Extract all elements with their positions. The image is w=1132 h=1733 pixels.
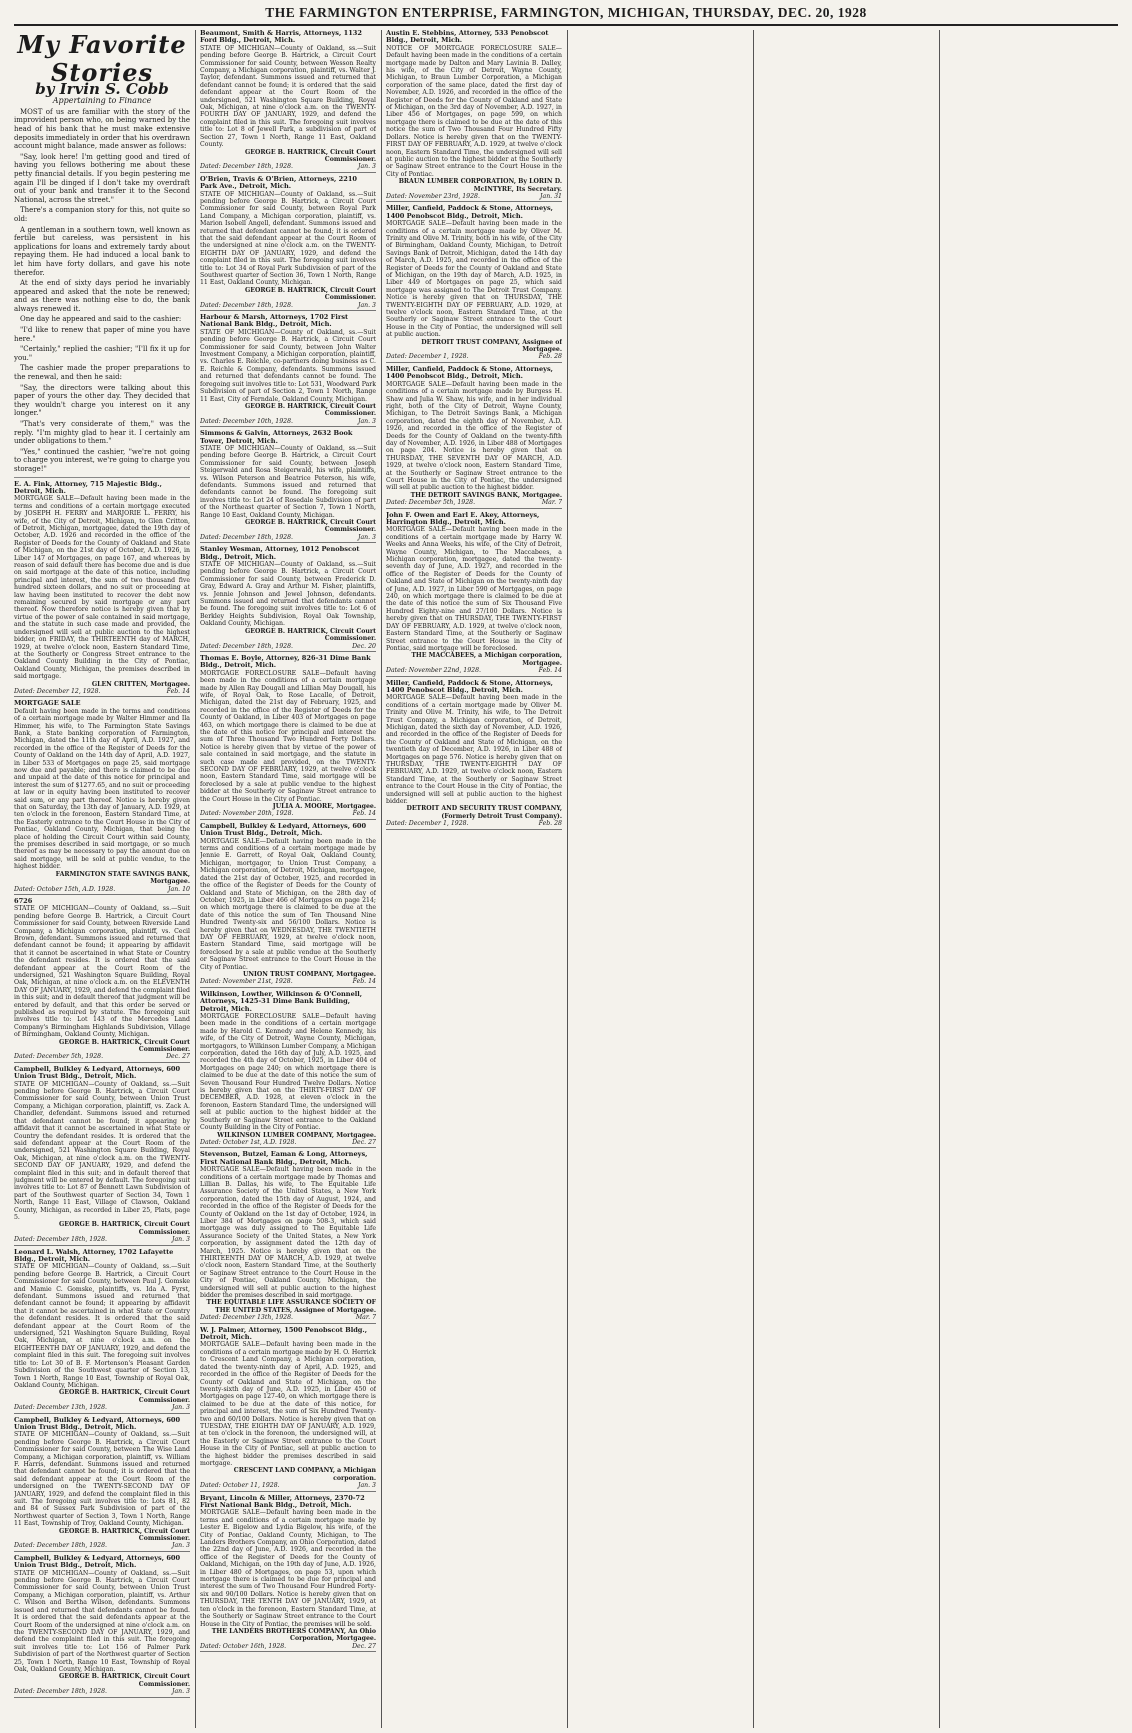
notice-footer — [386, 667, 562, 676]
notice-footer — [14, 688, 190, 697]
notice-heading: Wilkinson, Lowther, Wilkinson & O'Connell, Attorneys, 1425-31 Dime Bank Building, Detroit, Mich. — [200, 989, 363, 1013]
notice-body: MORTGAGE SALE—Default having been made in the conditions of a certain mortgage made by H. O. Herrick to Crescent Land Company, a Michigan corporation, dated the twenty-ninth day of April, A.D. 1925, and recorded in the office of the Register of Deeds for the County of Oakland and State of Michigan, on the twenty-sixth day of June, A.D. 1925, in Liber 450 of Mortgages on page 127-40, on which mortgage there is claimed to be due at the date of this notice, for principal and interest, the sum of Six Hundred Twenty-two and 60/100 Dollars. Notice is hereby given that on TUESDAY, THE EIGHTH DAY OF JANUARY, A.D. 1929, at ten o'clock in the forenoon, the undersigned will, at the Easterly or Saginaw Street entrance to the Court House in the City of Pontiac, sell at public auction to the highest bidder the premises described in said mortgage. — [200, 1341, 376, 1467]
legal-notice — [200, 823, 376, 988]
notice-footer — [200, 163, 376, 172]
feature-paragraph: "Say, look here! I'm getting good and tired of having you fellows bothering me about these petty financial details. If you begin pestering me again I'll be dinged if I don't take my overdraft out of your bank and transfer it to the Second National, across the street." — [14, 152, 190, 204]
notice-signature: GEORGE B. HARTRICK, Circuit Court Commissioner. — [59, 1673, 190, 1688]
notice-run-until: Feb. 14 — [166, 687, 190, 695]
notice-run-until: Jan. 3 — [357, 417, 376, 425]
feature-paragraph: "I'd like to renew that paper of mine you have here." — [14, 326, 190, 343]
notice-signature: FARMINGTON STATE SAVINGS BANK, Mortgagee. — [55, 870, 190, 886]
notice-heading: Stanley Wesman, Attorney, 1012 Penobscot Bldg., Detroit, Mich. — [200, 545, 360, 561]
notice-heading: Austin E. Stebbins, Attorney, 533 Penobscot Bldg., Detroit, Mich. — [386, 30, 549, 45]
notice-date: Dated: December 18th, 1928. — [200, 533, 293, 541]
column-rule — [939, 30, 940, 1728]
legal-notice — [200, 1151, 376, 1323]
notice-date: Dated: November 20th, 1928. — [200, 810, 294, 818]
notice-run-until: Feb. 14 — [538, 667, 562, 675]
notice-heading: John F. Owen and Earl E. Akey, Attorneys, Harrington Bldg., Detroit, Mich. — [386, 510, 540, 526]
notice-date: Dated: November 21st, 1928. — [200, 978, 293, 986]
notice-signature: UNION TRUST COMPANY, Mortgagee. — [242, 970, 376, 978]
notice-body: STATE OF MICHIGAN—County of Oakland, ss.—Suit pending before George B. Hartrick, a Circuit Court Commissioner for said County, between The Wise Land Company, a Michigan corporation, plaintiff, vs. William F. Harris, defendant. Summons issued and returned that defendant cannot be found; it is ordered that the said defendant appear at the Court Room of the undersigned on the TWENTY-SECOND DAY OF JANUARY, 1929, and defend the complaint filed in this suit. The foregoing suit involves title to: Lots 81, 82 and 84 of Sussex Park Subdivision of part of the Northwest quarter of Section 3, Town 1 North, Range 11 East, Township of Troy, Oakland County, Michigan. — [14, 1431, 190, 1528]
notice-footer — [386, 193, 562, 202]
legal-notice — [200, 1495, 376, 1653]
notice-signature: GEORGE B. HARTRICK, Circuit Court Commissioner. — [245, 286, 376, 302]
legal-notice — [200, 430, 376, 543]
notice-heading: Miller, Canfield, Paddock & Stone, Attorneys, 1400 Penobscot Bldg., Detroit, Mich. — [386, 678, 553, 694]
notice-signature: WILKINSON LUMBER COMPANY, Mortgagee. — [217, 1131, 376, 1139]
notice-run-until: Dec. 27 — [166, 1053, 190, 1061]
notice-signature: THE MACCABEES, a Michigan corporation, Mortgagee. — [411, 652, 562, 667]
notice-body: MORTGAGE SALE—Default having been made in the conditions of a certain mortgage made by Thomas and Lillian B. Dallas, his wife, to The Equitable Life Assurance Society of the United States, a New York corporation, dated the 15th day of August, 1924, and recorded in the office of the Register of Deeds for the County of Oakland on the 1st day of October, 1924, in Liber 384 of Mortgages on page 508-3, which said mortgage was duly assigned to The Equitable Life Assurance Society of the United States, a New York corporation, by assignment dated the 12th day of March, 1925. Notice is hereby given that on the THIRTEENTH DAY OF MARCH, A.D. 1929, at twelve o'clock noon, Eastern Standard Time, at the Southerly or Saginaw Street entrance to the Court House in the City of Pontiac, Oakland County, Michigan, the undersigned will sell at public auction to the highest bidder the premises described in said mortgage. — [200, 1166, 376, 1300]
notice-heading: Campbell, Bulkley & Ledyard, Attorneys, 600 Union Trust Bldg., Detroit, Mich. — [14, 1415, 181, 1431]
notice-run-until: Jan. 3 — [171, 1236, 190, 1244]
notice-body: MORTGAGE SALE—Default having been made in the conditions of a certain mortgage made by Burgess H. Shaw and Julia W. Shaw, his wife, and in her individual right, both of the City of Detroit, Wayne County, Michigan, to The Detroit Savings Bank, a Michigan corporation, dated the eighth day of November, A.D. 1926, and recorded in the office of the Register of Deeds for the County of Oakland on the twenty-fifth day of November, A.D. 1926, in Liber 488 of Mortgages on page 204. Notice is hereby given that on THURSDAY, THE SEVENTH DAY OF MARCH, A.D. 1929, at twelve o'clock noon, Eastern Standard Time, at the Southerly or Saginaw Street entrance to the Court House in the City of Pontiac, the undersigned will sell at public auction to the highest bidder. — [386, 380, 562, 492]
notice-run-until: Jan. 31 — [540, 192, 562, 200]
legal-notice — [386, 680, 562, 830]
column-6 — [944, 30, 1118, 1728]
notice-date: Dated: December 1, 1928. — [386, 820, 469, 828]
notice-heading: 6726 — [14, 896, 33, 905]
feature-author: by Irvin S. Cobb — [35, 80, 169, 98]
notice-body: STATE OF MICHIGAN—County of Oakland, ss.—Suit pending before George B. Hartrick, a Circuit Court Commissioner for said County, between Union Trust Company, a Michigan corporation, plaintiff, vs. Zack A. Chandler, defendant. Summons issued and returned that defendant cannot be found; it appearing by affidavit that it cannot be ascertained in what State or Country the defendant resides. It is ordered that the said defendant appear at the Court Room of the undersigned, 521 Washington Square Building, Royal Oak, Michigan, at nine o'clock a.m. on the TWENTY-SECOND DAY OF JANUARY, 1929, and defend the complaint filed in this suit; and in default thereof that judgment will be entered by default. The foregoing suit involves title to: Lot 87 of Bennett Lawn Subdivision of part of the Southwest quarter of Section 34, Town 1 North, Range 11 East, Village of Clawson, Oakland County, Michigan, as recorded in Liber 25, Plats, page 5. — [14, 1080, 190, 1221]
notice-footer — [386, 499, 562, 508]
notice-date: Dated: December 18th, 1928. — [200, 301, 293, 309]
notice-heading: E. A. Fink, Attorney, 715 Majestic Bldg., Detroit, Mich. — [14, 479, 162, 495]
notice-body: MORTGAGE SALE—Default having been made in the terms and conditions of a certain mortgage executed by JOSEPH H. FERRY and MARJORIE L. FERRY, his wife, of the City of Detroit, Michigan, to Glen Critton, of Detroit, Michigan, mortgagee, dated the 19th day of October, A.D. 1926 and recorded in the office of the Register of Deeds for the County of Oakland and State of Michigan, on the 21st day of October, A.D. 1926, in Liber 147 of Mortgages, on page 167, and whereas by reason of said default there has become due and is due on said mortgage at the date of this notice, including principal and interest, the sum of two thousand five hundred sixteen dollars, and no suit or proceeding at law having been instituted to recover the debt now remaining secured by said mortgage or any part thereof. Now therefore notice is hereby given that by virtue of the power of sale contained in said mortgage, and the statute in such case made and provided, the undersigned will sell at public auction to the highest bidder, on FRIDAY, the THIRTEENTH day of MARCH, 1929, at twelve o'clock noon, Eastern Standard Time, at the Southerly or Congress Street entrance to the Oakland County Building in the City of Pontiac, Oakland County, Michigan, the premises described in said mortgage. — [14, 495, 190, 681]
notice-signature: THE DETROIT SAVINGS BANK, Mortgagee. — [410, 491, 562, 499]
notice-body: STATE OF MICHIGAN—County of Oakland, ss.—Suit pending before George B. Hartrick, a Circuit Court Commissioner for said County, between Union Trust Company, a Michigan corporation, plaintiff, vs. Arthur C. Wilson and Bertha Wilson, defendants. Summons issued and returned that defendants cannot be found. It is ordered that the said defendants appear at the Court Room of the undersigned at nine o'clock a.m. on the TWENTY-SECOND DAY OF JANUARY, 1929, and defend the complaint filed in this suit. The foregoing suit involves title to: Lot 156 of Palmer Park Subdivision of part of the Northwest quarter of Section 25, Town 1 North, Range 10 East, Township of Royal Oak, Oakland County, Michigan. — [14, 1569, 190, 1673]
legal-notice — [14, 481, 190, 698]
column-1 — [14, 30, 190, 1728]
notice-date: Dated: December 18th, 1928. — [14, 1236, 107, 1244]
notice-signature: THE EQUITABLE LIFE ASSURANCE SOCIETY OF THE UNITED STATES, Assignee of Mortgagee. — [206, 1299, 376, 1314]
notice-date: Dated: December 18th, 1928. — [14, 1688, 107, 1696]
legal-notice — [200, 176, 376, 311]
column-rule — [753, 30, 754, 1728]
feature-title-line-1: My Favorite — [17, 30, 187, 59]
notice-signature: GLEN CRITTEN, Mortgagee. — [91, 680, 190, 688]
masthead — [0, 0, 1132, 26]
notice-body: MORTGAGE SALE—Default having been made in the conditions of a certain mortgage made by Oliver M. Trinity and Olive M. Trinity, both in his wife, of the City of Birmingham, Oakland County, Michigan, to Detroit Savings Bank of Detroit, Michigan, dated the 14th day of March, A.D. 1925, and recorded in the office of the Register of Deeds for the County of Oakland and State of Michigan, on the 19th day of March, A.D. 1925, in Liber 449 of Mortgages on page 25, which said mortgage was assigned to The Detroit Trust Company. Notice is hereby given that on THURSDAY, THE TWENTY-EIGHTH DAY OF FEBRUARY, A.D. 1929, at twelve o'clock noon, Eastern Standard Time, at the Southerly or Saginaw Street entrance to the Court House in the City of Pontiac, the undersigned will sell at public auction. — [386, 220, 562, 339]
notice-body: NOTICE OF MORTGAGE FORECLOSURE SALE—Default having been made in the conditions of a certain mortgage made by Dalton and Mary Lavinia B. Dalley, his wife, of the City of Detroit, Wayne County, Michigan, to Braun Lumber Corporation, a Michigan corporation of the same place, dated the first day of November, A.D. 1926, and recorded in the office of the Register of Deeds for the County of Oakland and State of Michigan, on the 3rd day of November, A.D. 1927, in Liber 456 of Mortgages, on page 599, on which mortgage there is claimed to be due at the date of this notice the sum of Two Thousand Four Hundred Fifty Dollars. Notice is hereby given that on the TWENTY-FIRST DAY OF FEBRUARY, A.D. 1929, at twelve o'clock noon, Eastern Standard Time, the undersigned will sell at public auction to the highest bidder at the Southerly or Saginaw Street entrance to the Court House in the City of Pontiac. — [386, 44, 562, 178]
notice-heading: Miller, Canfield, Paddock & Stone, Attorneys, 1400 Penobscot Bldg., Detroit, Mich. — [386, 204, 553, 220]
notice-run-until: Jan. 3 — [171, 1542, 190, 1550]
notice-footer — [14, 1404, 190, 1413]
feature-paragraph: There's a companion story for this, not quite so old: — [14, 206, 190, 223]
notice-heading: W. J. Palmer, Attorney, 1500 Penobscot Bldg., Detroit, Mich. — [200, 1325, 368, 1342]
notice-signature: GEORGE B. HARTRICK, Circuit Court Commissioner. — [59, 1527, 190, 1543]
feature-title-line-2: Stories — [51, 58, 153, 87]
notice-heading: O'Brien, Travis & O'Brien, Attorneys, 2210 Park Ave., Detroit, Mich. — [200, 174, 357, 191]
masthead-title: THE FARMINGTON ENTERPRISE, FARMINGTON, MICHIGAN, THURSDAY, DEC. 20, 1928 — [265, 5, 867, 20]
notice-heading: Simmons & Galvin, Attorneys, 2632 Book Tower, Detroit, Mich. — [200, 429, 353, 445]
notice-heading: Leonard L. Walsh, Attorney, 1702 Lafayette Bldg., Detroit, Mich. — [14, 1247, 174, 1263]
notice-signature: GEORGE B. HARTRICK, Circuit Court Commissioner. — [59, 1389, 190, 1404]
notice-heading: MORTGAGE SALE — [14, 699, 81, 708]
notice-footer — [386, 353, 562, 362]
legal-notice — [386, 366, 562, 509]
notice-footer — [200, 534, 376, 543]
notice-date: Dated: October 16th, 1928. — [200, 1642, 287, 1650]
feature-paragraph: One day he appeared and said to the cashier: — [20, 315, 182, 324]
notice-date: Dated: December 10th, 1928. — [200, 417, 293, 425]
notice-signature: CRESCENT LAND COMPANY, a Michigan corporation. — [233, 1467, 376, 1482]
notice-date: Dated: December 18th, 1928. — [200, 163, 293, 171]
notice-footer — [14, 1053, 190, 1062]
notice-body: STATE OF MICHIGAN—County of Oakland, ss.—Suit pending before George B. Hartrick, a Circuit Court Commissioner for said County, between Royal Park Land Company, a Michigan corporation, plaintiff, vs. Marion Isobell Angell, defendant. Summons issued and returned that defendant cannot be found; it is ordered that the said defendant appear at the Court Room of the undersigned at nine o'clock a.m. on the TWENTY-EIGHTH DAY OF JANUARY, 1929, and defend the complaint filed in this suit. The foregoing suit involves title to: Lot 34 of Royal Park Subdivision of part of the Southwest quarter of Section 36, Town 1 North, Range 11 East, Oakland County, Michigan. — [200, 190, 376, 287]
notice-body: MORTGAGE FORECLOSURE SALE—Default having been made in the conditions of a certain mortgage made by Harold C. Kennedy and Helene Kennedy, his wife, of the City of Detroit, Wayne County, Michigan, mortgagors, to Wilkinson Lumber Company, a Michigan corporation, dated the 16th day of July, A.D. 1925, and recorded the 4th day of October, 1925, in Liber 404 of Mortgages on page 240; on which mortgage there is claimed to be due at the date of this notice the sum of Seven Thousand Four Hundred Twelve Dollars. Notice is hereby given that on the THIRTY-FIRST DAY OF DECEMBER, A.D. 1928, at eleven o'clock in the forenoon, Eastern Standard Time, the undersigned will sell at public auction to the highest bidder at the Southerly or Saginaw Street entrance to the Oakland County Building in the City of Pontiac. — [200, 1013, 376, 1132]
notice-heading: Campbell, Bulkley & Ledyard, Attorneys, 600 Union Trust Bldg., Detroit, Mich. — [14, 1553, 181, 1570]
notice-footer — [200, 810, 376, 819]
legal-notice — [14, 700, 190, 895]
notice-heading: Beaumont, Smith & Harris, Attorneys, 1132 Ford Bldg., Detroit, Mich. — [200, 30, 362, 45]
feature-paragraph: The cashier made the proper preparations to the renewal, and then he said: — [14, 364, 190, 382]
notice-date: Dated: December 18th, 1928. — [200, 642, 293, 650]
notice-body: MORTGAGE SALE—Default having been made in the terms and conditions of a certain mortgage made by Lester E. Bigelow and Lydia Bigelow, his wife, of the City of Pontiac, Oakland County, Michigan, to The Landers Brothers Company, an Ohio Corporation, dated the 22nd day of June, A.D. 1926, and recorded in the office of the Register of Deeds for the County of Oakland, Michigan, on the 19th day of June, A.D. 1926, in Liber 480 of Mortgages, on page 53, upon which mortgage there is claimed to be due for principal and interest the sum of Two Thousand Four Hundred Forty-six and 90/100 Dollars. Notice is hereby given that on THURSDAY, THE TENTH DAY OF JANUARY, 1929, at ten o'clock in the forenoon, Eastern Standard Time, at the Southerly or Saginaw Street entrance to the Court House in the City of Pontiac, the premises will be sold. — [200, 1509, 376, 1628]
notice-run-until: Jan. 3 — [357, 533, 376, 541]
notice-signature: GEORGE B. HARTRICK, Circuit Court Commissioner. — [245, 627, 376, 643]
legal-notice — [200, 991, 376, 1149]
notice-date: Dated: November 22nd, 1928. — [386, 667, 481, 675]
notice-footer — [200, 1314, 376, 1323]
notice-body: Default having been made in the terms and conditions of a certain mortgage made by Walter Himmer and Ila Himmer, his wife, to The Farmington State Savings Bank, a State banking corporation of Farmington, Michigan, dated the 11th day of April, A.D. 1927, and recorded in the office of the Register of Deeds for the County of Oakland on the 14th day of April, A.D. 1927, in Liber 533 of Mortgages on page 25, said mortgage now due and payable; and there is claimed to be due and unpaid at the date of this notice for principal and interest the sum of $1277.65, and no suit or proceeding at law or in equity having been instituted to recover said sum, or any part thereof. Notice is hereby given that on Saturday, the 13th day of January, A.D. 1929, at ten o'clock in the forenoon, Eastern Standard Time, at the Easterly entrance to the Court House in the City of Pontiac, Oakland County, Michigan, that being the place of holding the Circuit Court within said County, the premises described in said mortgage, or so much thereof as may be necessary to pay the amount due on said mortgage, will be sold at public vendue, to the highest bidder. — [14, 707, 190, 871]
notice-run-until: Feb. 28 — [538, 820, 562, 828]
notice-run-until: Jan. 3 — [171, 1688, 190, 1696]
feature-paragraph: "That's very considerate of them," was the reply. "I'm mighty glad to hear it. I certainly am under obligations to them." — [14, 420, 190, 446]
notice-date: Dated: October 11, 1928. — [200, 1482, 280, 1490]
notice-heading: Campbell, Bulkley & Ledyard, Attorneys, 600 Union Trust Bldg., Detroit, Mich. — [14, 1064, 181, 1081]
notice-body: STATE OF MICHIGAN—County of Oakland, ss.—Suit pending before George B. Hartrick, a Circuit Court Commissioner for said County, between Paul J. Gomske and Mamie C. Gomske, plaintiffs, vs. Ida A. Fyrst, defendant. Summons issued and returned that defendant cannot be found; it appearing by affidavit that it cannot be ascertained in what State or Country the defendant resides. It is ordered that the said defendant appear at the Court Room of the undersigned, 521 Washington Square Building, Royal Oak, Michigan, at nine o'clock a.m. on the EIGHTEENTH DAY OF JANUARY, 1929, and defend the complaint filed in this suit. The foregoing suit involves title to: Lot 30 of B. F. Mortenson's Pleasant Garden Subdivision of the Southwest quarter of Section 13, Town 1 North, Range 10 East, Township of Royal Oak, Oakland County, Michigan. — [14, 1263, 190, 1389]
notice-run-until: Dec. 20 — [352, 642, 376, 650]
notice-body: MORTGAGE FORECLOSURE SALE—Default having been made in the conditions of a certain mortgage made by Allen Ray Dougall and Lillian May Dougall, his wife, of Royal Oak, to Rose Lacalle, of Detroit, Michigan, dated the 21st day of February, 1925, and recorded in the office of the Register of Deeds for the County of Oakland, in Liber 403 of Mortgages on page 463, on which mortgage there is claimed to be due at the date of this notice for principal and interest the sum of Three Thousand Two Hundred Forty Dollars. Notice is hereby given that by virtue of the power of sale contained in said mortgage, and the statute in such case made and provided, on the TWENTY-SECOND DAY OF FEBRUARY, 1929, at twelve o'clock noon, Eastern Standard Time, said mortgage will be foreclosed by a sale at public vendue to the highest bidder at the Southerly or Saginaw Street entrance to the Court House in the City of Pontiac. — [200, 669, 376, 803]
legal-notice — [14, 1555, 190, 1698]
column-rule — [195, 30, 196, 1728]
notice-footer — [200, 418, 376, 427]
feature-paragraph: MOST of us are familiar with the story of the improvident person who, on being warned by the head of his bank that he must make extensive deposits immediately in order that his overdrawn account might balance, made answer as follows: — [14, 107, 190, 151]
notice-heading: Miller, Canfield, Paddock & Stone, Attorneys, 1400 Penobscot Bldg., Detroit, Mich. — [386, 364, 553, 381]
notice-footer — [200, 1482, 376, 1491]
notice-body: MORTGAGE SALE—Default having been made in the terms and conditions of a certain mortgage made by Jennie E. Garrett, of Royal Oak, Oakland County, Michigan, mortgagor, to Union Trust Company, a Michigan corporation, of Detroit, Michigan, mortgagee, dated the 21st day of October, 1925, and recorded in the office of the Register of Deeds for the County of Oakland and State of Michigan, on the 28th day of October, 1925, in Liber 466 of Mortgages on page 214; on which mortgage there is claimed to be due at the date of this notice the sum of Ten Thousand Nine Hundred Twenty-six and 56/100 Dollars. Notice is hereby given that on WEDNESDAY, THE TWENTIETH DAY OF FEBRUARY, 1929, at twelve o'clock noon, Eastern Standard Time, said mortgage will be foreclosed by a sale at public vendue at the Southerly or Saginaw Street entrance to the Court House in the City of Pontiac. — [200, 837, 376, 971]
legal-notice — [200, 1327, 376, 1492]
legal-notice — [14, 1417, 190, 1552]
notice-footer — [200, 978, 376, 987]
notice-signature: THE LANDERS BROTHERS COMPANY, An Ohio Corporation, Mortgagee. — [211, 1627, 376, 1643]
notice-signature: GEORGE B. HARTRICK, Circuit Court Commissioner. — [59, 1221, 190, 1236]
notice-footer — [14, 1542, 190, 1551]
feature-paragraph: A gentleman in a southern town, well known as fertile but careless, was persistent in his applications for loans and extremely tardy about repaying them. He had induced a local bank to let him have forty dollars, and gave his note therefor. — [14, 225, 190, 277]
column-3 — [386, 30, 562, 1728]
notice-heading: Bryant, Lincoln & Miller, Attorneys, 2370-72 First National Bank Bldg., Detroit, Mich. — [200, 1493, 365, 1509]
notice-run-until: Jan. 3 — [357, 301, 376, 309]
notice-footer — [200, 1139, 376, 1148]
feature-subtitle: Appertaining to Finance — [52, 96, 152, 106]
legal-notice — [14, 1249, 190, 1414]
legal-notice — [386, 205, 562, 363]
notice-footer — [14, 886, 190, 895]
notice-run-until: Dec. 27 — [352, 1138, 376, 1146]
legal-notice — [14, 898, 190, 1063]
notice-heading: Thomas E. Boyle, Attorney, 826-31 Dime Bank Bldg., Detroit, Mich. — [200, 653, 371, 670]
legal-notice — [14, 1066, 190, 1246]
notice-heading: Campbell, Bulkley & Ledyard, Attorneys, 600 Union Trust Bldg., Detroit, Mich. — [200, 821, 367, 838]
feature-paragraph: "Say, the directors were talking about this paper of yours the other day. They decided that they wouldn't charge you interest on it any longer." — [14, 383, 190, 418]
notice-footer — [14, 1236, 190, 1245]
feature-paragraph: At the end of sixty days period he invariably appeared and asked that the note be renewed; and as there was nothing else to do, the bank always renewed it. — [14, 279, 190, 313]
notice-body: STATE OF MICHIGAN—County of Oakland, ss.—Suit pending before George B. Hartrick, a Circuit Court Commissioner for said County, between Wesson Realty Company, a Michigan corporation, plaintiff, vs. Walter J. Taylor, defendant. Summons issued and returned that defendant cannot be found; it is ordered that the said defendant appear at the Court Room of the undersigned, 521 Washington Square Building, Royal Oak, Michigan, at nine o'clock a.m. on the TWENTY-FOURTH DAY OF JANUARY, 1929, and defend the complaint filed in this suit. The foregoing suit involves title to: Lot 8 of Jewell Park, a subdivision of part of Section 27, Town 1 North, Range 11 East, Oakland County. — [200, 44, 376, 149]
notice-date: Dated: December 12, 1928. — [14, 687, 101, 695]
notice-date: Dated: December 13th, 1928. — [14, 1404, 107, 1412]
notice-body: STATE OF MICHIGAN—County of Oakland, ss.—Suit pending before George B. Hartrick, a Circuit Court Commissioner for said County, between Frederick D. Gray, Edward A. Gray and Arthur M. Fisher, plaintiffs, vs. Jennie Johnson and Jewel Johnson, defendants. Summons issued and returned that defendants cannot be found. The foregoing suit involves title to: Lot 6 of Berkley Heights Subdivision, Royal Oak Township, Oakland County, Michigan. — [200, 561, 376, 628]
notice-date: Dated: December 18th, 1928. — [14, 1542, 107, 1550]
notice-run-until: Jan. 10 — [168, 885, 190, 893]
feature-body — [14, 108, 190, 474]
legal-notice — [200, 314, 376, 427]
notice-date: Dated: December 5th, 1928. — [14, 1053, 104, 1061]
notice-body: STATE OF MICHIGAN—County of Oakland, ss.—Suit pending before George B. Hartrick, a Circuit Court Commissioner for said County, between Joseph Steigerwald and Rosa Steigerwald, his wife, plaintiffs, vs. Wilson Peterson and Beatrice Peterson, his wife, defendants. Summons issued and returned that defendants cannot be found. The foregoing suit involves title to: Lot 24 of Rosedale Subdivision of part of the Northeast quarter of Section 7, Town 1 North, Range 10 East, Oakland County, Michigan. — [200, 444, 376, 519]
masthead-rule — [14, 24, 1118, 26]
legal-notice — [200, 30, 376, 173]
notice-heading: Stevenson, Butzel, Eaman & Long, Attorneys, First National Bank Bldg., Detroit, Mich. — [200, 1150, 368, 1166]
notice-date: Dated: December 5th, 1928. — [386, 499, 476, 507]
notice-date: Dated: December 13th, 1928. — [200, 1314, 293, 1322]
notice-run-until: Feb. 14 — [352, 810, 376, 818]
notice-run-until: Jan. 3 — [357, 163, 376, 171]
notice-body: STATE OF MICHIGAN—County of Oakland, ss.—Suit pending before George B. Hartrick, a Circuit Court Commissioner for said County, between John Walter Investment Company, a Michigan corporation, plaintiff, vs. Charles E. Reichle, co-partners doing business as C. E. Reichle & Company, defendants. Summons issued and returned that defendants cannot be found. The foregoing suit involves title to: Lot 531, Woodward Park Subdivision of part of Section 2, Town 1 North, Range 11 East, City of Ferndale, Oakland County, Michigan. — [200, 328, 376, 403]
notice-run-until: Jan. 3 — [357, 1482, 376, 1490]
notice-footer — [386, 820, 562, 829]
legal-notice — [386, 30, 562, 202]
notice-footer — [200, 643, 376, 652]
notice-body: MORTGAGE SALE—Default having been made in the conditions of a certain mortgage made by Oliver M. Trinity and Olive M. Trinity, his wife, to The Detroit Trust Company, a Michigan corporation, of Detroit, Michigan, dated the sixth day of November, A.D. 1926, and recorded in the office of the Register of Deeds for the County of Oakland and State of Michigan, on the twentieth day of December, A.D. 1926, in Liber 488 of Mortgages on page 576. Notice is hereby given that on THURSDAY, THE TWENTY-EIGHTH DAY OF FEBRUARY, A.D. 1929, at twelve o'clock noon, Eastern Standard Time, at the Southerly or Saginaw Street entrance to the Court House in the City of Pontiac, the undersigned will sell at public auction to the highest bidder. — [386, 694, 562, 806]
notice-date: Dated: November 23rd, 1928. — [386, 192, 480, 200]
notice-signature: GEORGE B. HARTRICK, Circuit Court Commissioner. — [245, 148, 376, 163]
notice-list — [14, 481, 190, 1698]
feature-paragraph: "Yes," continued the cashier, "we're not going to charge you interest, we're going to charge you storage!" — [14, 447, 190, 473]
notice-signature: DETROIT AND SECURITY TRUST COMPANY, (Formerly Detroit Trust Company). — [406, 805, 562, 820]
notice-run-until: Mar. 7 — [541, 499, 562, 507]
notice-signature: JULIA A. MOORE, Mortgagee. — [272, 803, 376, 811]
notice-run-until: Feb. 14 — [352, 978, 376, 986]
column-rule — [381, 30, 382, 1728]
column-2 — [200, 30, 376, 1728]
notice-date: Dated: October 15th, A.D. 1928. — [14, 885, 116, 893]
legal-notice — [386, 512, 562, 677]
notice-signature: GEORGE B. HARTRICK, Circuit Court Commissioner. — [245, 519, 376, 534]
notice-signature: GEORGE B. HARTRICK, Circuit Court Commissioner. — [59, 1038, 190, 1054]
newspaper-page — [14, 30, 1118, 1728]
notice-body: STATE OF MICHIGAN—County of Oakland, ss.—Suit pending before George B. Hartrick, a Circuit Court Commissioner for said County, between Riverside Land Company, a Michigan corporation, plaintiff, vs. Cecil Brown, defendant. Summons issued and returned that defendant cannot be found; it appearing by affidavit that it cannot be ascertained in what State or Country the defendant resides. It is ordered that the said defendant appear at the Court Room of the undersigned, 521 Washington Square Building, Royal Oak, Michigan, at nine o'clock a.m. on the ELEVENTH DAY OF JANUARY, 1929, and defend the complaint filed in this suit; and in default thereof that judgment will be entered by default, and that this order be served or published as required by statute. The foregoing suit involves title to: Lot 143 of the Mercedes Land Company's Birmingham Highlands Subdivision, Village of Birmingham, Oakland County, Michigan. — [14, 905, 190, 1039]
notice-signature: GEORGE B. HARTRICK, Circuit Court Commissioner. — [245, 402, 376, 418]
notice-date: Dated: December 1, 1928. — [386, 353, 469, 361]
notice-footer — [200, 1643, 376, 1652]
column-divider — [14, 477, 190, 478]
notice-body: MORTGAGE SALE—Default having been made in the conditions of a certain mortgage made by Harry W. Weeks and Anna Weeks, his wife, of the City of Detroit, Wayne County, Michigan, to The Maccabees, a Michigan corporation, mortgagee, dated the twenty-seventh day of June, A.D. 1927, and recorded in the office of the Register of Deeds for the County of Oakland and State of Michigan on the twenty-ninth day of June, A.D. 1927, in Liber 590 of Mortgages, on page 240, on which mortgage there is claimed to be due at the date of this notice the sum of Six Thousand Five Hundred Eighty-nine and 27/100 Dollars. Notice is hereby given that on THURSDAY, THE TWENTY-FIRST DAY OF FEBRUARY, A.D. 1929, at twelve o'clock noon, Eastern Standard Time, at the Southerly or Saginaw Street entrance to the Court House in the City of Pontiac, said mortgage will be foreclosed. — [386, 526, 562, 652]
column-rule — [567, 30, 568, 1728]
column-4 — [572, 30, 748, 1728]
notice-run-until: Jan. 3 — [171, 1404, 190, 1412]
column-5 — [758, 30, 934, 1728]
notice-run-until: Feb. 28 — [538, 353, 562, 361]
legal-notice — [200, 546, 376, 652]
feature-paragraph: "Certainly," replied the cashier; "I'll fix it up for you." — [14, 345, 190, 362]
notice-date: Dated: October 1st, A.D. 1928. — [200, 1138, 297, 1146]
notice-signature: DETROIT TRUST COMPANY, Assignee of Mortgagee. — [421, 338, 562, 354]
notice-signature: BRAUN LUMBER CORPORATION, By LORIN D. McINTYRE, Its Secretary. — [398, 178, 562, 193]
notice-run-until: Mar. 7 — [355, 1314, 376, 1322]
notice-run-until: Dec. 27 — [352, 1642, 376, 1650]
notice-footer — [200, 302, 376, 311]
notice-footer — [14, 1688, 190, 1697]
notice-heading: Harbour & Marsh, Attorneys, 1702 First National Bank Bldg., Detroit, Mich. — [200, 313, 349, 329]
legal-notice — [200, 655, 376, 820]
